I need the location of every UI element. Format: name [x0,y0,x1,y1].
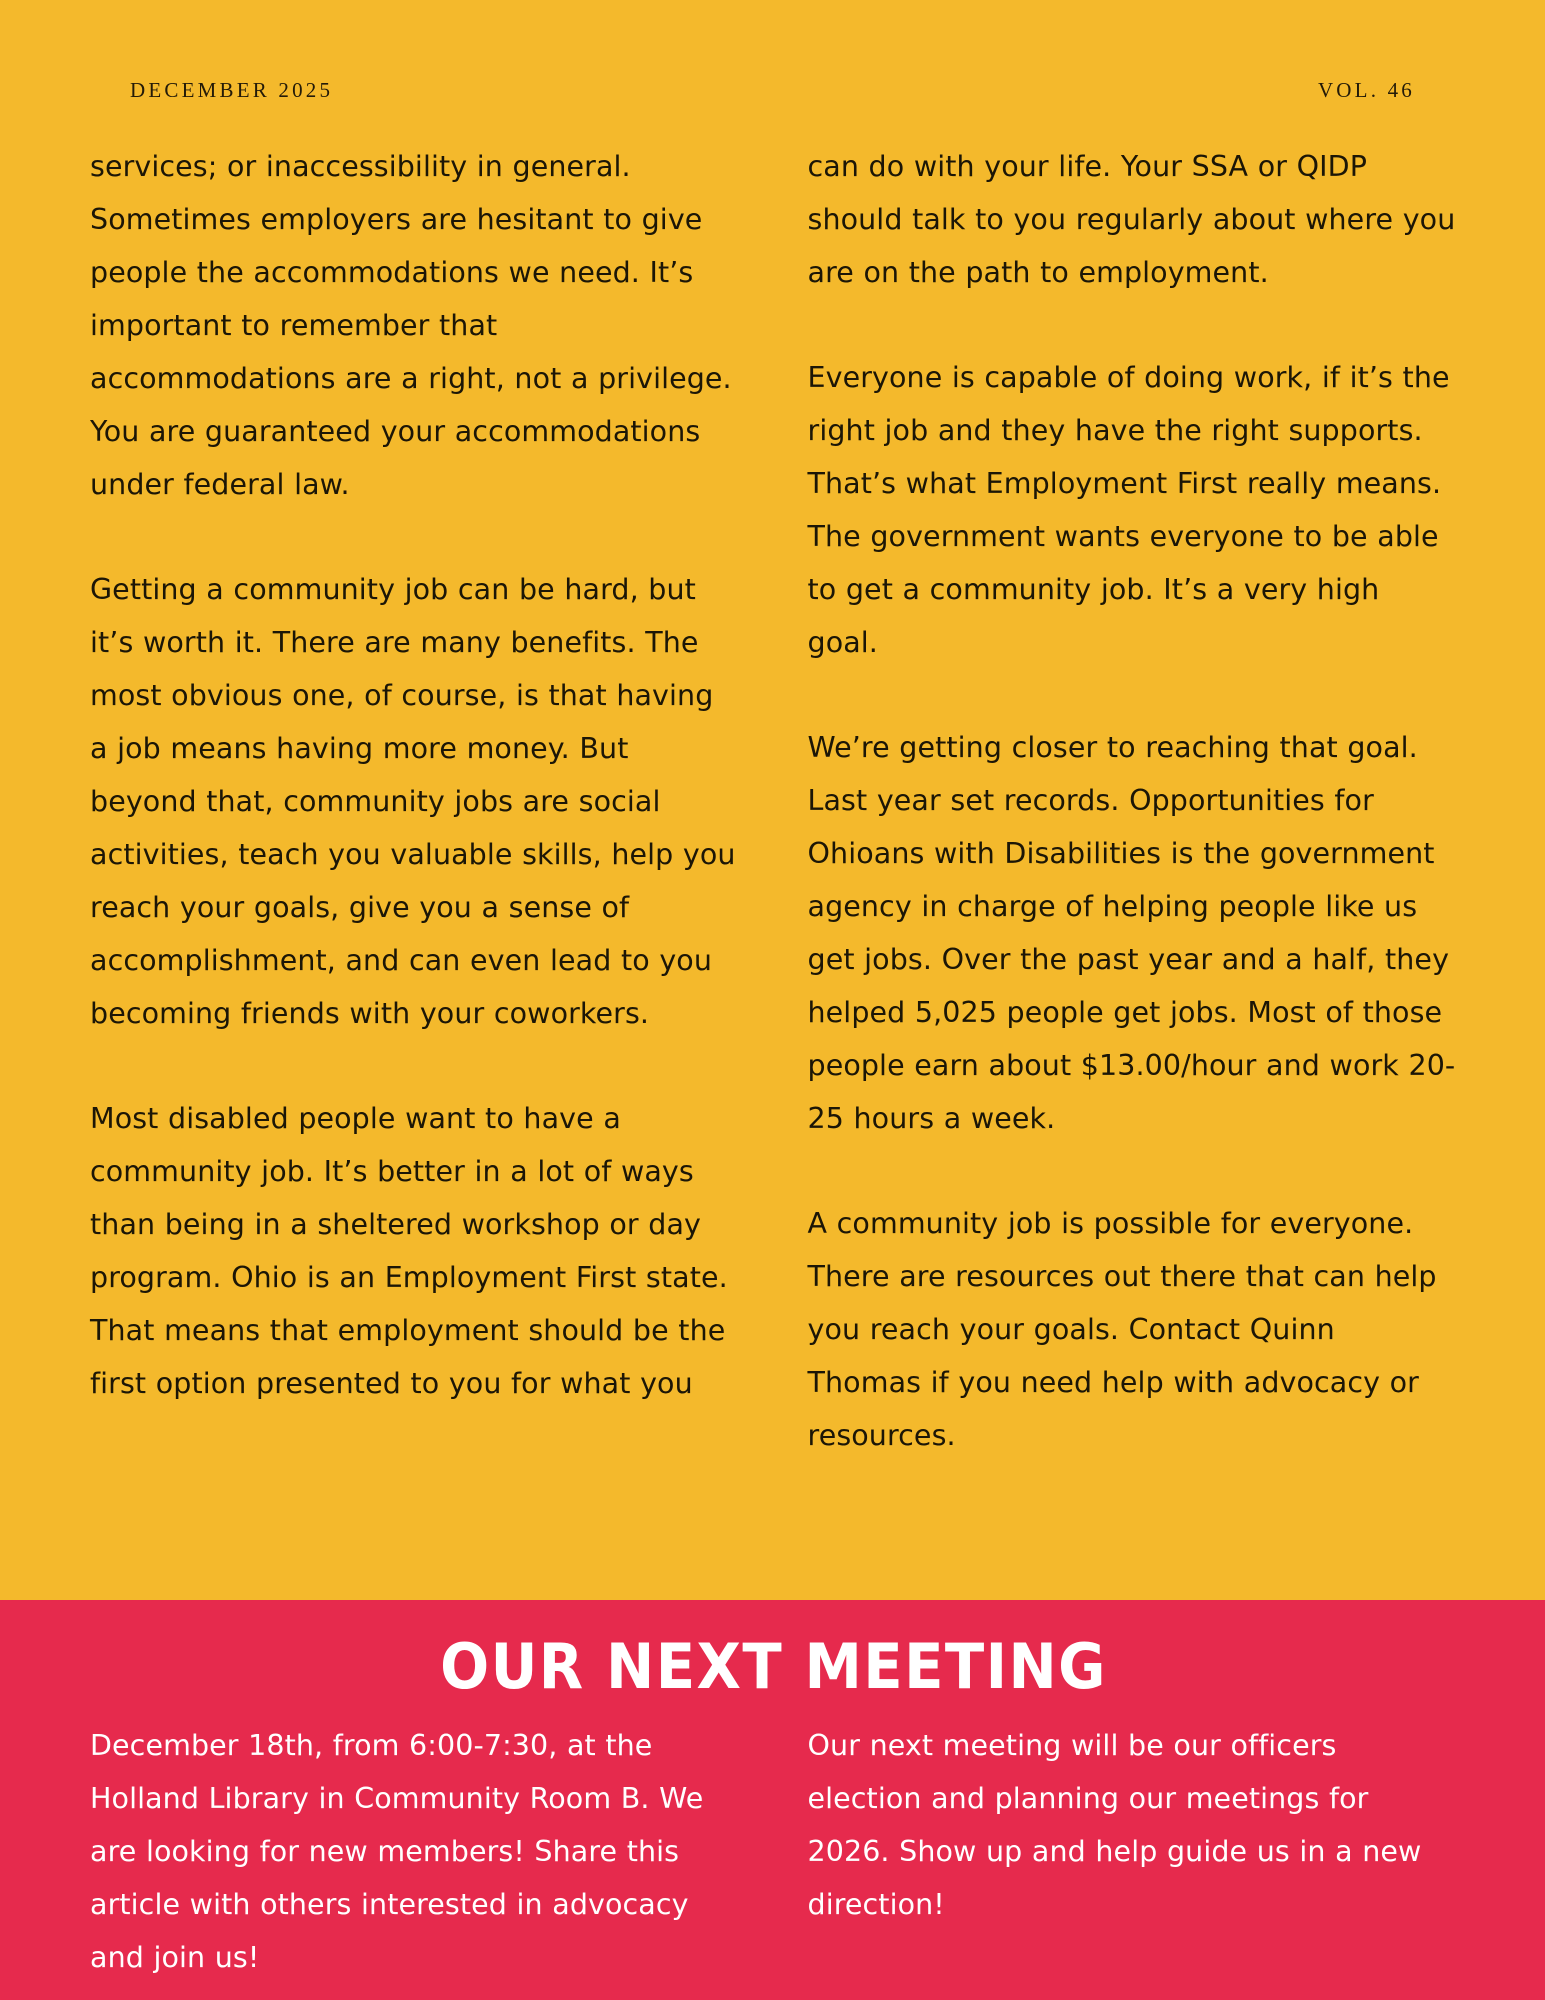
paragraph: A community job is possible for everyone. There are resources out there that can help you reach your goals. Contact Quinn Thomas if you need help with advocacy or resources. [807,1207,1437,1452]
paragraph: Everyone is capable of doing work, if it’s the right job and they have the right supports. That’s what Employment First really means. The government wants everyone to be able to get a community job. It’s a very high goal. [807,361,1450,659]
next-meeting-section [0,1600,1545,2000]
paragraph: Most disabled people want to have a community job. It’s better in a lot of ways than being in a sheltered workshop or day program. Ohio is an Employment First state. That means that employment should be the first option presented to you for what you [90,1102,728,1400]
article-body [0,140,1545,1600]
meeting-agenda-text: Our next meeting will be our officers election and planning our meetings for 2026. Show up and help guide us in a new direction! [807,1729,1422,1922]
meeting-right-column [808,1719,1458,1984]
issue-date: DECEMBER 2025 [130,77,334,102]
paragraph: We’re getting closer to reaching that goal. Last year set records. Opportunities for Ohioans with Disabilities is the government agency in charge of helping people like us get jobs. Over the past year and a half, they helped 5,025 people get jobs. Most of those people earn about $13.00/hour and work 20-25 hours a week. [807,731,1456,1135]
paragraph: Getting a community job can be hard, but it’s worth it. There are many benefits. The most obvious one, of course, is that having a job means having more money. But beyond that, community jobs are social activities, teach you valuable skills, help you reach your goals, give you a sense of accomplishment, and can even lead to you becoming friends with your coworkers. [90,573,736,1030]
article-left-column [90,140,740,1600]
masthead [0,70,1545,110]
meeting-left-column [90,1719,740,1984]
meeting-details-text: December 18th, from 6:00-7:30, at the Holland Library in Community Room B. We are looking for new members! Share this article with others interested in advocacy and join us! [90,1729,704,1975]
next-meeting-columns [90,1719,1457,1984]
article-right-column [808,140,1458,1600]
volume-number: VOL. 46 [1317,77,1415,102]
next-meeting-heading: OUR NEXT MEETING [440,1630,1107,1703]
paragraph: services; or inaccessibility in general. Sometimes employers are hesitant to give people the accommodations we need. It’s important to remember that accommodations are a right, not a privilege. You are guaranteed your accommodations under federal law. [90,150,732,501]
paragraph: can do with your life. Your SSA or QIDP should talk to you regularly about where you are on the path to employment. [807,150,1456,289]
